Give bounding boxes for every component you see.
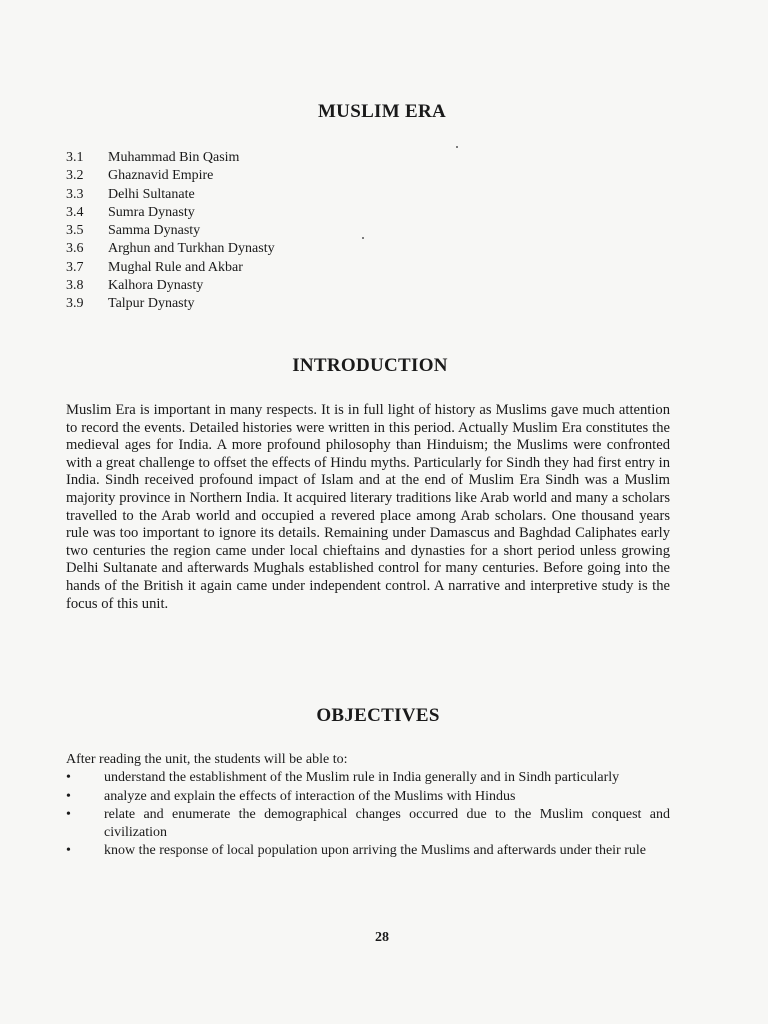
contents-title: Kalhora Dynasty — [108, 278, 204, 294]
contents-number: 3.8 — [66, 278, 84, 294]
contents-number: 3.2 — [66, 168, 84, 184]
contents-item — [66, 259, 426, 277]
contents-title: Samma Dynasty — [108, 223, 201, 239]
objective-text: relate and enumerate the demographical changes occurred due to the Muslim conquest and civilization — [104, 807, 670, 840]
contents-item — [66, 240, 426, 258]
contents-number: 3.5 — [66, 223, 84, 239]
contents-title: Arghun and Turkhan Dynasty — [108, 241, 275, 257]
contents-title: Delhi Sultanate — [108, 186, 195, 202]
objective-item — [66, 806, 670, 841]
bullet-icon: • — [66, 843, 71, 858]
introduction-heading: INTRODUCTION — [292, 355, 448, 376]
objective-text: understand the establishment of the Muslim rule in India generally and in Sindh particularly — [104, 770, 620, 785]
bullet-icon: • — [66, 770, 71, 785]
page-title: MUSLIM ERA — [317, 101, 447, 122]
contents-item — [66, 204, 426, 222]
objective-item — [66, 769, 670, 787]
contents-number: 3.1 — [66, 150, 84, 165]
contents-number: 3.6 — [66, 241, 84, 257]
objectives-list — [66, 769, 670, 861]
bullet-icon: • — [66, 807, 71, 822]
contents-number: 3.4 — [66, 204, 84, 220]
contents-item — [66, 277, 426, 295]
objective-item — [66, 842, 670, 860]
contents-title: Sumra Dynasty — [108, 204, 195, 220]
contents-title: Ghaznavid Empire — [108, 168, 214, 184]
contents-title: Talpur Dynasty — [108, 296, 195, 312]
contents-item — [66, 149, 426, 167]
contents-item — [66, 222, 426, 240]
contents-item — [66, 295, 426, 313]
objective-text: know the response of local population upon arriving the Muslims and afterwards under their rule — [104, 843, 646, 858]
scan-speck — [362, 237, 364, 239]
contents-number: 3.9 — [66, 296, 84, 312]
bullet-icon: • — [66, 788, 71, 804]
objectives-heading: OBJECTIVES — [316, 705, 440, 726]
objectives-lead: After reading the unit, the students will be able to: — [66, 752, 348, 767]
contents-title: Mughal Rule and Akbar — [108, 259, 243, 275]
page-number: 28 — [375, 930, 389, 945]
objective-item — [66, 788, 670, 806]
objective-text: analyze and explain the effects of interaction of the Muslims with Hindus — [104, 788, 516, 804]
contents-number: 3.3 — [66, 186, 84, 202]
scan-speck — [456, 146, 458, 148]
contents-number: 3.7 — [66, 259, 84, 275]
contents-list — [66, 149, 426, 314]
contents-item — [66, 186, 426, 204]
contents-title: Muhammad Bin Qasim — [108, 150, 240, 165]
contents-item — [66, 167, 426, 185]
introduction-paragraph: Muslim Era is important in many respects. It is in full light of history as Muslims gave much attention to record the events. Detailed histories were written in this period. Actually Muslim Era constitutes the medieval ages for India. A more profound philosophy than Hinduism; the Muslims were confronted with a great challenge to offset the effects of Hindu myths. Particularly for Sindh they had first entry in India. Sindh received profound impact of Islam and at the end of Muslim Era Sindh was a Muslim majority province in Northern India. It acquired literary traditions like Arab world and many a scholars travelled to the Arab world and occupied a revered place among Arab scholars. One thousand years rule was too important to ignore its details. Remaining under Damascus and Baghdad Caliphates early two centuries the region came under local chieftains and dynasties for a short period unless growing Delhi Sultanate and afterwards Mughals established control for many centuries. Before going into the hands of the British it again came under independent control. A narrative and interpretive study is the focus of this unit. — [66, 402, 670, 612]
